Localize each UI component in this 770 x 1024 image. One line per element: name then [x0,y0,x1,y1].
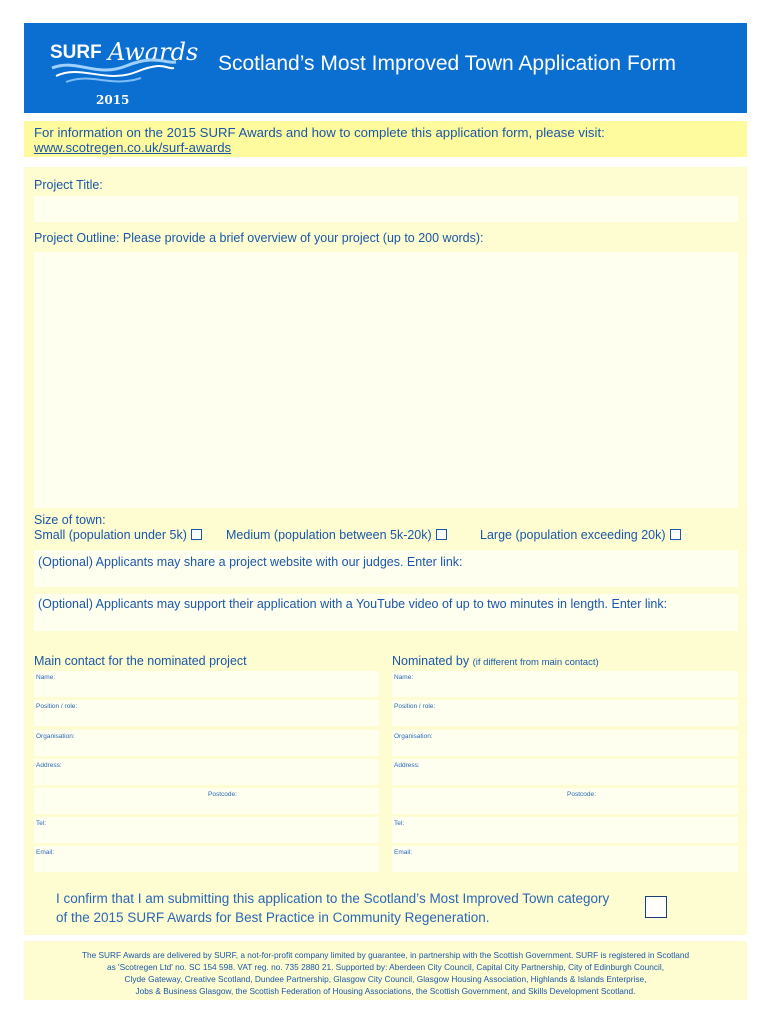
size-of-town-label: Size of town: [34,513,106,527]
main-address-label: Address: [36,762,62,769]
footer-line3: Clyde Gateway, Creative Scotland, Dundee Partnership, Glasgow City Council, Glasgow Housing Association, Highlands & Islands Enterprise, [124,974,647,984]
confirm-text-line2: of the 2015 SURF Awards for Best Practice in Community Regeneration. [56,910,490,925]
nom-organisation-label: Organisation: [394,733,433,740]
website-label: (Optional) Applicants may share a project website with our judges. Enter link: [38,555,463,569]
size-medium-checkbox[interactable] [436,529,447,540]
main-organisation-field[interactable] [34,730,379,756]
nom-address-field[interactable] [392,759,738,785]
nom-tel-field[interactable] [392,817,738,843]
size-small-checkbox[interactable] [191,529,202,540]
nom-postcode-label: Postcode: [567,791,596,798]
main-name-field[interactable] [34,671,379,697]
project-title-label: Project Title: [34,178,103,192]
main-contact-heading: Main contact for the nominated project [34,654,247,668]
main-postcode-field[interactable] [34,788,379,814]
nom-organisation-field[interactable] [392,730,738,756]
size-small-label: Small (population under 5k) [34,528,187,542]
main-address-field[interactable] [34,759,379,785]
main-tel-label: Tel: [36,820,47,827]
svg-text:Awards: Awards [108,38,199,66]
main-position-field[interactable] [34,700,379,726]
size-large-option[interactable] [480,528,681,542]
info-link[interactable]: www.scotregen.co.uk/surf-awards [34,140,232,155]
info-text: For information on the 2015 SURF Awards and how to complete this application form, please visit: [34,125,605,140]
nom-name-label: Name: [394,674,414,681]
size-large-checkbox[interactable] [670,529,681,540]
nom-tel-label: Tel: [394,820,405,827]
size-medium-label: Medium (population between 5k-20k) [226,528,432,542]
nom-position-field[interactable] [392,700,738,726]
size-medium-option[interactable] [226,528,447,542]
size-large-label: Large (population exceeding 20k) [480,528,666,542]
project-title-field[interactable] [34,196,738,222]
main-tel-field[interactable] [34,817,379,843]
youtube-label: (Optional) Applicants may support their application with a YouTube video of up to two minutes in length. Enter link: [38,597,668,611]
main-email-field[interactable] [34,846,379,872]
main-postcode-label: Postcode: [208,791,237,798]
confirm-text-line1: I confirm that I am submitting this application to the Scotland’s Most Improved Town category [56,891,610,906]
main-email-label: Email: [36,849,55,856]
nom-position-label: Position / role: [394,703,436,710]
footer-line2: as 'Scotregen Ltd' no. SC 154 598. VAT reg. no. 735 2880 21. Supported by: Aberdeen City Council, Capital City Partnership, City of Edinburgh Council, [106,962,665,972]
size-small-option[interactable] [34,528,202,542]
nominated-by-label: Nominated by [392,654,470,668]
nominated-by-heading [392,654,599,668]
nominated-by-note: (if different from main contact) [472,657,599,668]
main-name-label: Name: [36,674,56,681]
project-outline-field[interactable] [34,252,738,508]
nom-name-field[interactable] [392,671,738,697]
project-outline-label: Project Outline: Please provide a brief overview of your project (up to 200 words): [34,231,484,245]
footer-line4: Jobs & Business Glasgow, the Scottish Federation of Housing Associations, the Scottish Government, and Skills Development Scotland. [135,986,636,996]
svg-text:SURF: SURF [50,42,102,63]
nom-postcode-field[interactable] [392,788,738,814]
main-position-label: Position / role: [36,703,78,710]
footer-line1: The SURF Awards are delivered by SURF, a not-for-profit company limited by guarantee, in partnership with the Scottish Government. SURF is registered in Scotland [81,950,690,960]
nom-email-label: Email: [394,849,413,856]
nom-address-label: Address: [394,762,420,769]
surf-awards-logo [46,28,199,108]
confirm-checkbox[interactable] [645,896,667,918]
main-organisation-label: Organisation: [36,733,75,740]
svg-text:2015: 2015 [96,93,130,107]
page-title: Scotland’s Most Improved Town Application Form [218,52,676,75]
nom-email-field[interactable] [392,846,738,872]
